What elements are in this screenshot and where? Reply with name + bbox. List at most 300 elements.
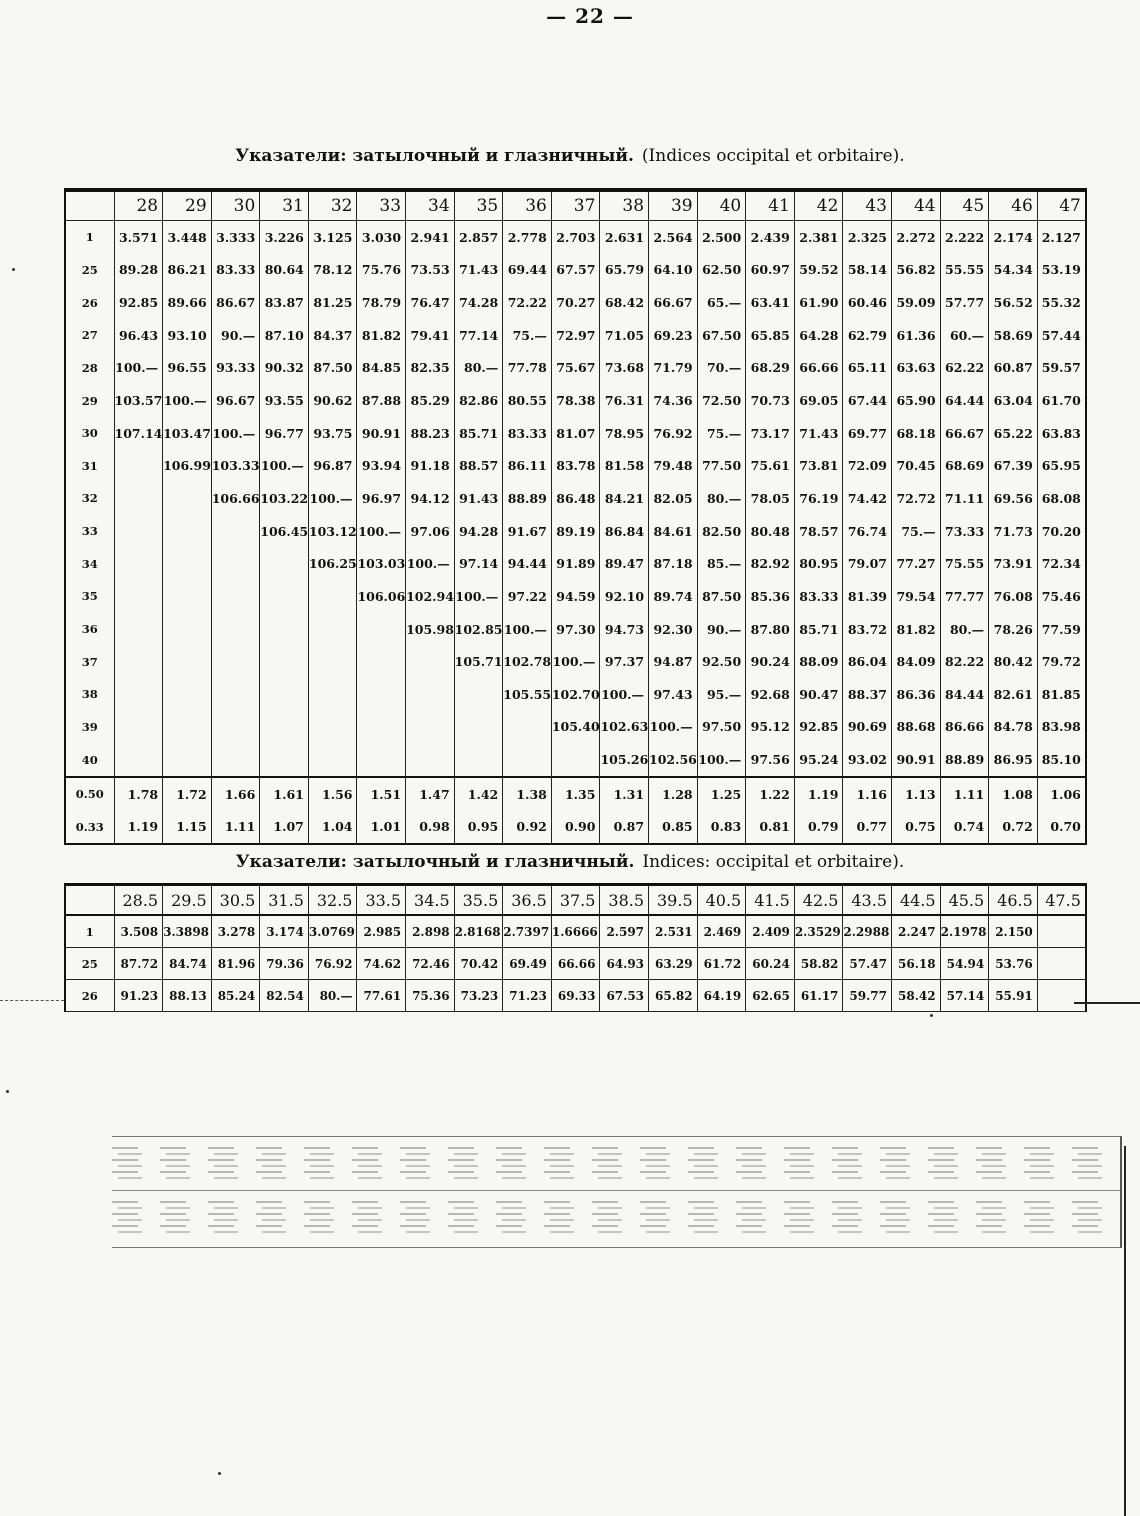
table-cell: 2.325	[843, 221, 892, 254]
table-cell: 65.82	[649, 980, 698, 1012]
table-cell	[357, 645, 406, 678]
table-cell	[114, 515, 163, 548]
table-cell: 76.74	[843, 515, 892, 548]
table-cell: 61.72	[697, 948, 746, 980]
bleed-through-band	[112, 1143, 1120, 1183]
column-header: 40	[697, 190, 746, 221]
table-cell	[114, 743, 163, 777]
table-1-caption	[0, 146, 1140, 166]
table-cell: 106.66	[211, 482, 260, 515]
row-label: 37	[65, 645, 114, 678]
table-cell: 89.74	[649, 580, 698, 613]
table-cell: 92.85	[794, 711, 843, 744]
table-cell: 84.85	[357, 352, 406, 385]
table-cell: 103.57	[114, 384, 163, 417]
table-2-caption	[0, 852, 1140, 872]
table-cell: 2.409	[746, 915, 795, 948]
table-cell: 87.18	[649, 547, 698, 580]
table-cell	[163, 613, 212, 646]
table-cell: 103.12	[308, 515, 357, 548]
row-label: 30	[65, 417, 114, 450]
table-cell: 87.50	[697, 580, 746, 613]
column-header: 38.5	[600, 885, 649, 916]
table-cell: 86.11	[503, 449, 552, 482]
column-header: 38	[600, 190, 649, 221]
table-cell: 69.77	[843, 417, 892, 450]
table-cell: 65.79	[600, 254, 649, 287]
table-cell: 71.23	[503, 980, 552, 1012]
row-label: 1	[65, 915, 114, 948]
table-cell: 1.78	[114, 777, 163, 811]
table-cell: 0.83	[697, 811, 746, 845]
table-cell: 91.23	[114, 980, 163, 1012]
table-cell: 82.22	[940, 645, 989, 678]
table-cell: 100.—	[260, 449, 309, 482]
table-header-row	[65, 190, 1086, 221]
table-cell: 66.66	[794, 352, 843, 385]
table-cell: 0.70	[1037, 811, 1086, 845]
row-label: 29	[65, 384, 114, 417]
table-1-caption-fr: (Indices occipital et orbitaire).	[641, 146, 905, 166]
table-row	[65, 515, 1086, 548]
table-cell: 97.30	[551, 613, 600, 646]
table-cell: 71.43	[794, 417, 843, 450]
table-cell: 63.63	[892, 352, 941, 385]
table-cell: 2.247	[892, 915, 941, 948]
table-cell: 81.82	[357, 319, 406, 352]
table-cell: 92.30	[649, 613, 698, 646]
table-row	[65, 948, 1086, 980]
table-cell: 88.89	[940, 743, 989, 777]
bleed-through-line	[112, 1213, 1120, 1215]
table-cell: 3.3898	[163, 915, 212, 948]
table-cell: 61.17	[794, 980, 843, 1012]
table-cell: 100.—	[357, 515, 406, 548]
column-header: 46	[989, 190, 1038, 221]
table-cell: 1.15	[163, 811, 212, 845]
table-cell: 95.—	[697, 678, 746, 711]
table-cell: 75.61	[746, 449, 795, 482]
table-cell: 1.13	[892, 777, 941, 811]
table-cell	[114, 449, 163, 482]
table-cell: 89.47	[600, 547, 649, 580]
column-header: 42.5	[794, 885, 843, 916]
table-cell: 3.0769	[308, 915, 357, 948]
table-cell: 97.56	[746, 743, 795, 777]
table-cell: 86.04	[843, 645, 892, 678]
table-cell: 96.67	[211, 384, 260, 417]
table-row	[65, 711, 1086, 744]
table-row	[65, 811, 1086, 845]
table-cell: 2.631	[600, 221, 649, 254]
table-cell: 84.78	[989, 711, 1038, 744]
page-number: — 22 —	[546, 4, 634, 28]
table-cell	[406, 645, 455, 678]
table-cell: 2.174	[989, 221, 1038, 254]
table-cell: 93.10	[163, 319, 212, 352]
table-cell: 77.61	[357, 980, 406, 1012]
table-cell	[114, 678, 163, 711]
table-cell: 94.87	[649, 645, 698, 678]
table-cell: 1.35	[551, 777, 600, 811]
table-cell: 2.564	[649, 221, 698, 254]
table-cell	[114, 645, 163, 678]
table-cell: 81.25	[308, 286, 357, 319]
table-cell: 88.89	[503, 482, 552, 515]
table-cell: 77.78	[503, 352, 552, 385]
table-cell: 75.36	[406, 980, 455, 1012]
bleed-through-line	[112, 1165, 1120, 1167]
column-header: 39	[649, 190, 698, 221]
table-cell	[406, 711, 455, 744]
table-cell: 69.23	[649, 319, 698, 352]
table-row	[65, 417, 1086, 450]
table-cell: 88.23	[406, 417, 455, 450]
table-cell: 75.55	[940, 547, 989, 580]
table-cell: 86.48	[551, 482, 600, 515]
column-header: 29	[163, 190, 212, 221]
row-label: 31	[65, 449, 114, 482]
bleed-through-line	[112, 1207, 1120, 1209]
table-cell: 68.08	[1037, 482, 1086, 515]
table-cell: 63.04	[989, 384, 1038, 417]
ink-speck	[6, 1090, 9, 1093]
table-cell: 72.72	[892, 482, 941, 515]
table-cell	[163, 515, 212, 548]
table-cell: 88.37	[843, 678, 892, 711]
table-cell: 2.127	[1037, 221, 1086, 254]
table-cell	[114, 711, 163, 744]
table-cell: 67.39	[989, 449, 1038, 482]
table-cell: 73.23	[454, 980, 503, 1012]
row-label: 28	[65, 352, 114, 385]
table-row	[65, 384, 1086, 417]
column-header: 47.5	[1037, 885, 1086, 916]
table-cell: 94.28	[454, 515, 503, 548]
table-cell: 77.27	[892, 547, 941, 580]
table-cell: 105.71	[454, 645, 503, 678]
table-cell: 68.42	[600, 286, 649, 319]
table-cell: 0.92	[503, 811, 552, 845]
table-cell: 100.—	[114, 352, 163, 385]
table-cell: 73.81	[794, 449, 843, 482]
table-cell: 93.33	[211, 352, 260, 385]
table-cell	[308, 743, 357, 777]
table-cell: 85.—	[697, 547, 746, 580]
table-cell	[308, 580, 357, 613]
table-row	[65, 580, 1086, 613]
table-cell: 0.75	[892, 811, 941, 845]
table-cell: 93.75	[308, 417, 357, 450]
table-cell: 77.59	[1037, 613, 1086, 646]
table-cell: 96.55	[163, 352, 212, 385]
column-header: 45.5	[940, 885, 989, 916]
table-cell	[406, 678, 455, 711]
table-cell: 53.19	[1037, 254, 1086, 287]
table-cell: 65.85	[746, 319, 795, 352]
table-cell: 82.86	[454, 384, 503, 417]
table-cell	[503, 743, 552, 777]
table-row	[65, 319, 1086, 352]
table-cell: 84.61	[649, 515, 698, 548]
table-cell: 97.50	[697, 711, 746, 744]
table-cell: 70.73	[746, 384, 795, 417]
table-cell	[211, 580, 260, 613]
table-cell	[114, 580, 163, 613]
table-cell	[211, 515, 260, 548]
table-cell: 2.898	[406, 915, 455, 948]
table-cell: 59.52	[794, 254, 843, 287]
table-cell: 67.57	[551, 254, 600, 287]
table-cell	[1037, 915, 1086, 948]
table-cell: 72.09	[843, 449, 892, 482]
table-cell: 83.78	[551, 449, 600, 482]
table-cell: 64.10	[649, 254, 698, 287]
table-cell: 107.14	[114, 417, 163, 450]
table-cell: 84.21	[600, 482, 649, 515]
table-cell: 106.06	[357, 580, 406, 613]
table-cell: 82.35	[406, 352, 455, 385]
table-cell: 81.85	[1037, 678, 1086, 711]
table-cell: 78.05	[746, 482, 795, 515]
table-cell: 106.45	[260, 515, 309, 548]
table-cell: 1.61	[260, 777, 309, 811]
table-cell: 81.58	[600, 449, 649, 482]
row-label: 34	[65, 547, 114, 580]
table-cell: 57.47	[843, 948, 892, 980]
table-cell: 100.—	[308, 482, 357, 515]
table-cell: 1.51	[357, 777, 406, 811]
table-cell	[163, 678, 212, 711]
row-label: 32	[65, 482, 114, 515]
table-cell: 97.37	[600, 645, 649, 678]
table-cell: 92.85	[114, 286, 163, 319]
table-cell: 64.28	[794, 319, 843, 352]
column-header: 46.5	[989, 885, 1038, 916]
table-cell: 79.72	[1037, 645, 1086, 678]
table-cell: 105.55	[503, 678, 552, 711]
bleed-through-line	[112, 1153, 1120, 1155]
table-cell: 1.08	[989, 777, 1038, 811]
table-cell: 90.62	[308, 384, 357, 417]
table-cell: 3.571	[114, 221, 163, 254]
table-cell	[357, 678, 406, 711]
table-cell: 86.21	[163, 254, 212, 287]
table-cell: 61.36	[892, 319, 941, 352]
table-cell: 2.703	[551, 221, 600, 254]
table-cell: 79.48	[649, 449, 698, 482]
table-cell	[260, 678, 309, 711]
table-header-row	[65, 885, 1086, 916]
table-cell: 58.82	[794, 948, 843, 980]
table-cell: 94.59	[551, 580, 600, 613]
table-cell: 105.98	[406, 613, 455, 646]
table-cell: 3.278	[211, 915, 260, 948]
table-cell: 103.03	[357, 547, 406, 580]
table-cell	[211, 645, 260, 678]
table-cell: 90.32	[260, 352, 309, 385]
table-cell: 64.19	[697, 980, 746, 1012]
column-header: 40.5	[697, 885, 746, 916]
table-cell: 76.92	[308, 948, 357, 980]
table-cell: 2.272	[892, 221, 941, 254]
table-row	[65, 777, 1086, 811]
row-label: 1	[65, 221, 114, 254]
table-cell	[1037, 948, 1086, 980]
row-label: 27	[65, 319, 114, 352]
table-cell	[503, 711, 552, 744]
table-cell: 3.508	[114, 915, 163, 948]
table-cell: 81.39	[843, 580, 892, 613]
table-cell: 2.222	[940, 221, 989, 254]
table-cell: 83.33	[794, 580, 843, 613]
table-cell: 78.79	[357, 286, 406, 319]
table-cell	[308, 711, 357, 744]
table-cell: 70.20	[1037, 515, 1086, 548]
table-cell: 93.55	[260, 384, 309, 417]
table-cell: 63.29	[649, 948, 698, 980]
row-label: 39	[65, 711, 114, 744]
column-header: 43.5	[843, 885, 892, 916]
table-cell: 73.33	[940, 515, 989, 548]
row-label: 25	[65, 948, 114, 980]
table-cell: 70.42	[454, 948, 503, 980]
table-cell: 2.941	[406, 221, 455, 254]
table-cell: 82.61	[989, 678, 1038, 711]
table-cell: 95.12	[746, 711, 795, 744]
table-cell: 64.44	[940, 384, 989, 417]
table-cell: 106.99	[163, 449, 212, 482]
table-cell: 87.80	[746, 613, 795, 646]
table-cell: 1.16	[843, 777, 892, 811]
table-cell: 1.19	[114, 811, 163, 845]
table-cell: 68.18	[892, 417, 941, 450]
table-cell: 82.50	[697, 515, 746, 548]
table-cell: 70.45	[892, 449, 941, 482]
table-cell: 97.06	[406, 515, 455, 548]
table-cell: 0.85	[649, 811, 698, 845]
table-cell	[211, 547, 260, 580]
table-cell: 1.28	[649, 777, 698, 811]
table-cell: 79.07	[843, 547, 892, 580]
bleed-through-line	[112, 1201, 1120, 1203]
table-cell: 91.43	[454, 482, 503, 515]
ink-speck	[930, 1014, 933, 1017]
row-label: 33	[65, 515, 114, 548]
table-cell	[357, 711, 406, 744]
table-cell: 70.27	[551, 286, 600, 319]
table-cell: 67.44	[843, 384, 892, 417]
column-header: 31.5	[260, 885, 309, 916]
table-cell: 86.84	[600, 515, 649, 548]
bleed-through-band	[112, 1197, 1120, 1237]
table-cell: 100.—	[649, 711, 698, 744]
table-cell: 56.52	[989, 286, 1038, 319]
table-cell: 65.11	[843, 352, 892, 385]
table-cell: 83.98	[1037, 711, 1086, 744]
table-cell: 77.77	[940, 580, 989, 613]
table-cell: 100.—	[454, 580, 503, 613]
table-cell: 65.90	[892, 384, 941, 417]
table-cell: 102.94	[406, 580, 455, 613]
table-cell: 0.90	[551, 811, 600, 845]
table-row	[65, 645, 1086, 678]
row-label: 35	[65, 580, 114, 613]
bleed-through-strip	[112, 1136, 1122, 1248]
table-cell: 69.56	[989, 482, 1038, 515]
table-cell	[211, 613, 260, 646]
table-cell: 100.—	[697, 743, 746, 777]
table-cell: 86.66	[940, 711, 989, 744]
table-cell: 1.38	[503, 777, 552, 811]
table-cell: 56.18	[892, 948, 941, 980]
table-cell: 102.63	[600, 711, 649, 744]
table-cell: 87.10	[260, 319, 309, 352]
table-cell: 58.69	[989, 319, 1038, 352]
table-cell: 80.—	[697, 482, 746, 515]
table-cell: 72.46	[406, 948, 455, 980]
table-cell: 92.50	[697, 645, 746, 678]
table-cell: 80.—	[454, 352, 503, 385]
table-cell: 102.85	[454, 613, 503, 646]
table-cell: 83.87	[260, 286, 309, 319]
table-cell: 73.91	[989, 547, 1038, 580]
table-cell: 87.72	[114, 948, 163, 980]
table-cell: 3.174	[260, 915, 309, 948]
table-cell: 84.74	[163, 948, 212, 980]
table-cell: 2.439	[746, 221, 795, 254]
table-cell	[163, 580, 212, 613]
table-cell: 90.—	[211, 319, 260, 352]
table-cell: 91.89	[551, 547, 600, 580]
table-cell: 100.—	[211, 417, 260, 450]
column-header: 32	[308, 190, 357, 221]
table-cell: 63.41	[746, 286, 795, 319]
table-cell: 55.55	[940, 254, 989, 287]
table-cell	[163, 645, 212, 678]
table-cell: 2.1978	[940, 915, 989, 948]
table-cell	[308, 613, 357, 646]
table-cell: 78.38	[551, 384, 600, 417]
page-edge-right	[1124, 1146, 1126, 1516]
table-cell: 2.597	[600, 915, 649, 948]
table-cell: 71.11	[940, 482, 989, 515]
column-header: 41	[746, 190, 795, 221]
table-cell: 84.44	[940, 678, 989, 711]
column-header: 35.5	[454, 885, 503, 916]
table-cell: 74.62	[357, 948, 406, 980]
table-cell: 93.94	[357, 449, 406, 482]
table-cell: 70.—	[697, 352, 746, 385]
table-cell: 71.73	[989, 515, 1038, 548]
table-cell: 2.150	[989, 915, 1038, 948]
table-cell: 64.93	[600, 948, 649, 980]
table-cell: 65.22	[989, 417, 1038, 450]
table-cell	[114, 547, 163, 580]
table-cell: 84.09	[892, 645, 941, 678]
table-cell	[114, 482, 163, 515]
table-cell: 80.55	[503, 384, 552, 417]
table-cell: 85.10	[1037, 743, 1086, 777]
table-cell	[406, 743, 455, 777]
table-cell	[357, 743, 406, 777]
table-cell: 77.50	[697, 449, 746, 482]
table-cell: 85.29	[406, 384, 455, 417]
table-cell: 66.67	[940, 417, 989, 450]
table-cell	[163, 547, 212, 580]
table-cell: 54.34	[989, 254, 1038, 287]
table-cell: 76.92	[649, 417, 698, 450]
